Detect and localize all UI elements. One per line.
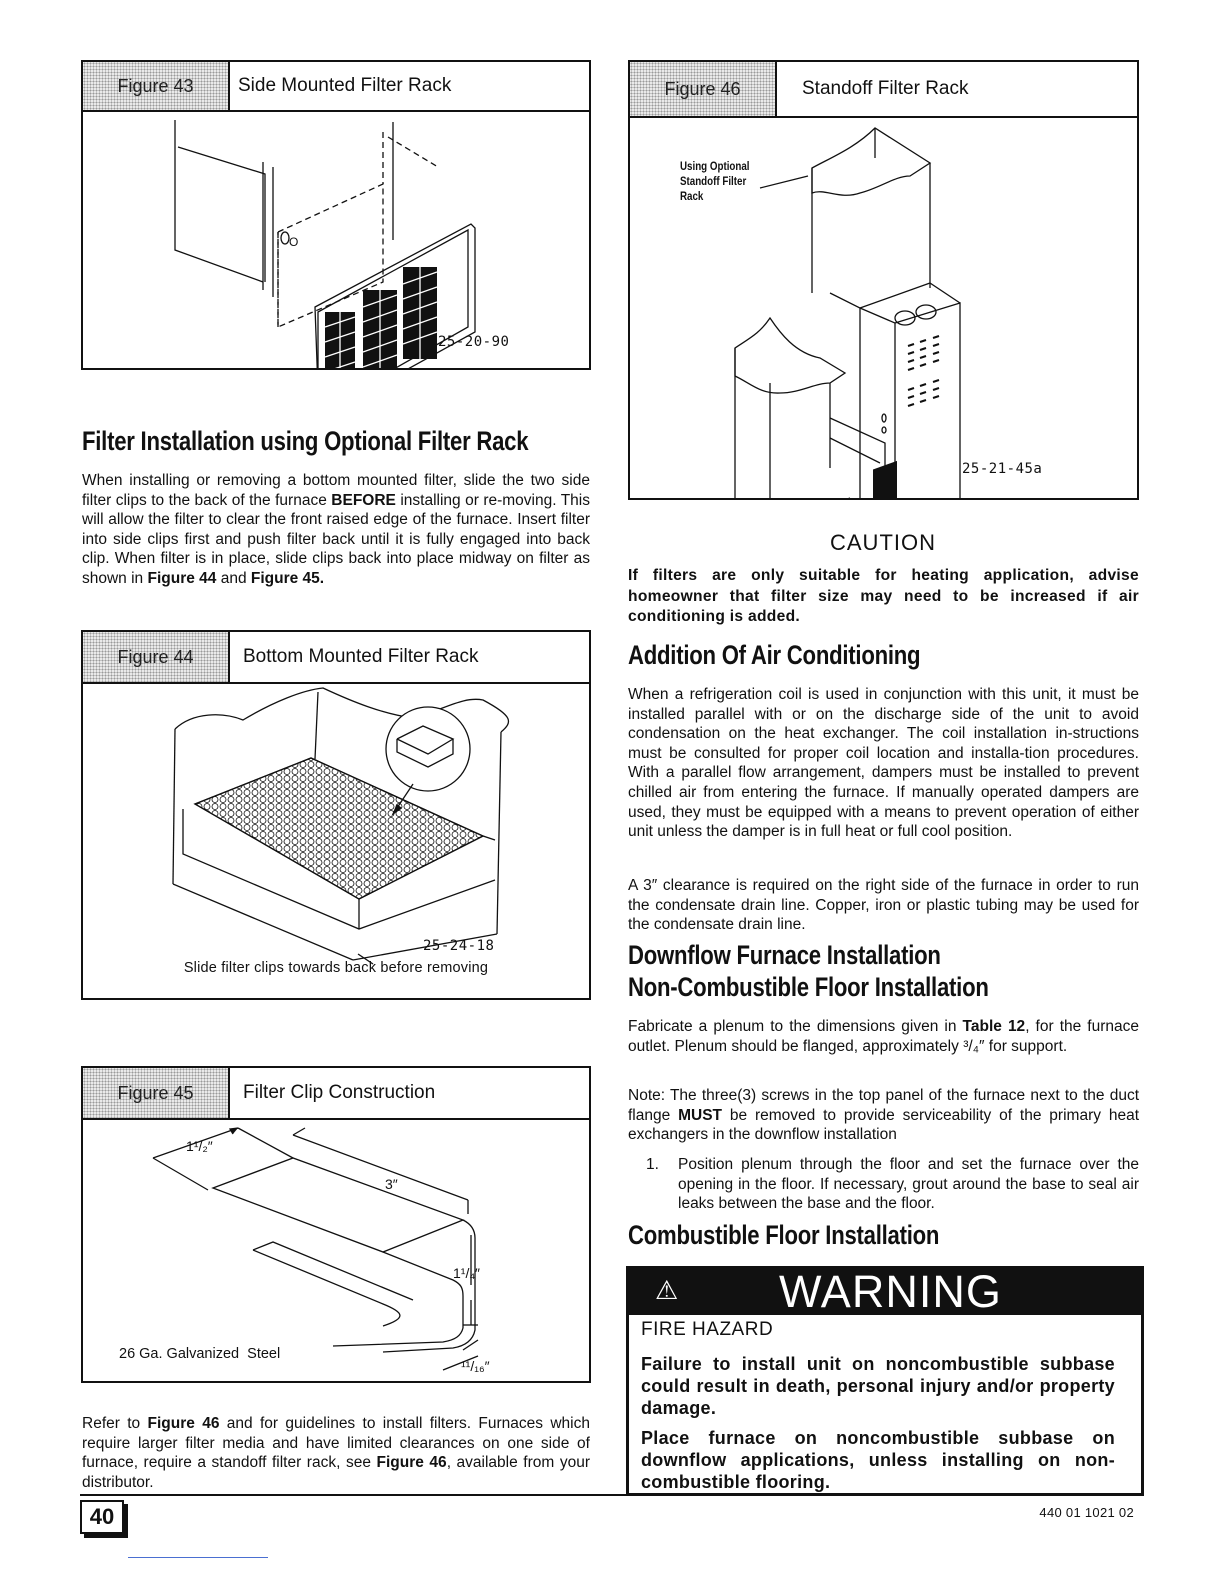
- figure-45-material: 26 Ga. Galvanized Steel: [119, 1346, 281, 1362]
- caution-text: If filters are only suitable for heating application, advise homeowner that filter size may need to be increased if air conditioning is added.: [628, 567, 1139, 625]
- figure-46-illustration: [630, 118, 1137, 498]
- figure-ref: Figure 44: [147, 569, 217, 587]
- svg-text:O: O: [289, 235, 299, 249]
- warning-hazard: FIRE HAZARD: [641, 1319, 774, 1340]
- warning-box: [626, 1266, 1144, 1496]
- bold-span: BEFORE: [331, 491, 396, 509]
- figure-44-title: Bottom Mounted Filter Rack: [243, 646, 479, 667]
- figure-45-title: Filter Clip Construction: [243, 1082, 436, 1103]
- text-span: , available from your distributor.: [82, 1454, 590, 1491]
- figure-45: [81, 1066, 591, 1383]
- figure-45-tag: Figure 45: [83, 1068, 230, 1118]
- standoff-paragraph: [82, 1414, 590, 1492]
- document-number: 440 01 1021 02: [1039, 1505, 1134, 1520]
- footer-rule: [80, 1494, 1138, 1496]
- figure-44: [81, 630, 591, 1000]
- figure-44-header: [83, 632, 589, 684]
- warning-paragraph-1: Failure to install unit on noncombustible subbase could result in death, personal injury and/or property damage.: [641, 1354, 1115, 1418]
- figure-46: [628, 60, 1139, 500]
- combustible-heading: Combustible Floor Installation: [628, 1220, 940, 1250]
- page-number: 40: [80, 1500, 124, 1534]
- figure-43-title: Side Mounted Filter Rack: [238, 75, 452, 96]
- footer-blue-line: [128, 1557, 268, 1558]
- dimension-width: 1¹/₂″: [186, 1138, 213, 1154]
- figure-45-header: [83, 1068, 589, 1120]
- list-item-number: 1.: [646, 1156, 659, 1173]
- text-span: and for guidelines to install filters. Furnaces which require larger filter media and have limited clearances on one side of furnace, require a standoff filter rack, see: [82, 1415, 590, 1472]
- air-conditioning-heading: Addition Of Air Conditioning: [628, 640, 921, 670]
- warning-word: WARNING: [779, 1266, 1002, 1317]
- filter-installation-paragraph: [82, 471, 590, 589]
- caution-title: CAUTION: [830, 530, 936, 555]
- downflow-heading: Downflow Furnace Installation: [628, 940, 941, 970]
- figure-46-code: 25-21-45a: [962, 461, 1043, 477]
- air-conditioning-paragraph-2: A 3″ clearance is required on the right side of the furnace in order to run the condensate drain line. Copper, iron or plastic tubing may be used for the condensate drain line.: [628, 877, 1139, 934]
- text-span: Note: The three(3) screws in the top panel of the furnace next to the duct flange: [628, 1087, 1139, 1124]
- figure-44-tag: Figure 44: [83, 632, 230, 682]
- non-combustible-heading: Non-Combustible Floor Installation: [628, 972, 989, 1002]
- text-span: be removed to provide serviceability of the primary heat exchangers in the downflow installation: [628, 1106, 1139, 1144]
- text-span: for support.: [984, 1037, 1068, 1055]
- figure-43-code: 25-20-90: [438, 334, 510, 350]
- figure-46-tag: Figure 46: [630, 62, 777, 116]
- figure-ref: Figure 45.: [250, 569, 325, 587]
- figure-46-callout-line1: Using Optional: [680, 161, 750, 173]
- text-span: installing or re-moving. This will allow the filter to clear the front raised edge of the furnace. Insert filter into side clips first and push filter back until it is fully engaged into back clip. When filter is in place, slide clips back into place midway on filter as shown in: [82, 491, 590, 587]
- downflow-paragraph-1: [628, 1017, 1139, 1056]
- table-ref: Table 12: [962, 1018, 1026, 1035]
- figure-45-illustration: [83, 1120, 589, 1381]
- text-span: Refer to: [82, 1415, 148, 1432]
- figure-46-callout-line3: Rack: [680, 191, 704, 203]
- text-span: , for the furnace outlet. Plenum should be flanged, approximately: [628, 1018, 1140, 1055]
- text-span: Fabricate a plenum to the dimensions given in: [628, 1018, 963, 1035]
- figure-46-header: [630, 62, 1137, 118]
- figure-44-caption: Slide filter clips towards back before removing: [183, 960, 489, 976]
- figure-ref: Figure 46: [376, 1454, 447, 1472]
- warning-banner: [629, 1266, 1141, 1317]
- figure-43-illustration: [83, 112, 589, 368]
- figure-43-header: [83, 62, 589, 112]
- figure-44-code: 25-24-18: [423, 938, 495, 954]
- downflow-note: [628, 1086, 1139, 1145]
- fraction: ³/₄″: [963, 1037, 985, 1055]
- bold-span: MUST: [678, 1106, 723, 1124]
- text-span: When installing or removing a bottom mounted filter, slide the two side filter clips to the back of the furnace: [82, 472, 590, 509]
- warning-triangle-icon: ⚠: [655, 1275, 679, 1305]
- figure-43-tag: Figure 43: [83, 62, 230, 110]
- air-conditioning-paragraph-1: When a refrigeration coil is used in conjunction with this unit, it must be installed parallel with or on the discharge side of the unit to avoid condensation on the heat exchanger. The coil installation in-structions must be consulted for proper coil location and installa-tion procedures. With a parallel flow arrangement, dampers must be installed to prevent chilled air from entering the furnace. If manually operated dampers are used, they must be equipped with a means to prevent operation of either unit unless the damper is in full heat or full cool position.: [628, 686, 1139, 841]
- dimension-height: 1¹/₄″: [453, 1265, 481, 1281]
- figure-46-callout-line2: Standoff Filter: [680, 176, 747, 188]
- text-span: and: [216, 569, 251, 587]
- dimension-lip: ¹¹/₁₆″: [461, 1358, 490, 1374]
- filter-installation-heading: Filter Installation using Optional Filter Rack: [82, 426, 529, 456]
- list-item-text: Position plenum through the floor and set the furnace over the opening in the floor. If necessary, grout around the base to seal air leaks between the base and the floor.: [678, 1156, 1139, 1213]
- figure-44-illustration: [83, 684, 589, 998]
- figure-43: [81, 60, 591, 370]
- warning-paragraph-2: Place furnace on noncombustible subbase on downflow applications, unless installing on non-combustible flooring.: [641, 1428, 1115, 1492]
- dimension-length: 3″: [385, 1176, 398, 1192]
- figure-ref: Figure 46: [147, 1415, 220, 1432]
- figure-46-title: Standoff Filter Rack: [802, 78, 969, 99]
